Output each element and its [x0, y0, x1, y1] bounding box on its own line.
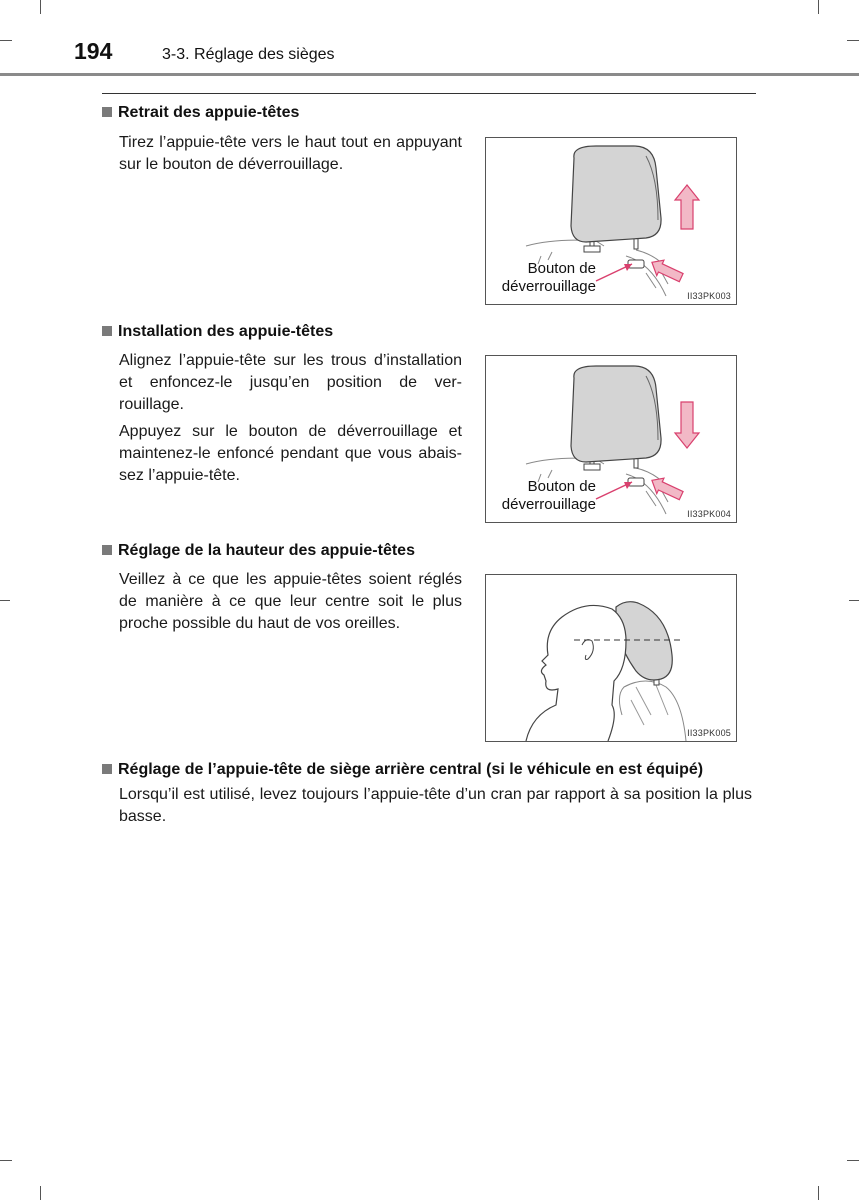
label-line: déverrouillage — [501, 496, 596, 513]
header-bar — [0, 73, 859, 76]
release-button-label — [490, 260, 596, 296]
header-divider — [102, 93, 756, 94]
crop-mark — [818, 1186, 819, 1200]
figure-code: II33PK005 — [687, 728, 731, 738]
section-heading-text: Réglage de l’appuie-tête de siège arrière central (si le véhicule en est équipé) — [118, 761, 704, 778]
paragraph: Lorsqu’il est utilisé, levez toujours l’appuie-tête d’un cran par rapport à sa position la plus basse. — [119, 786, 752, 825]
section-heading-retrait — [102, 104, 299, 122]
paragraph: Alignez l’appuie-tête sur les trous d’installation et enfoncez-le jusqu’en position de ver-rouillage. — [119, 352, 462, 413]
figure-headrest-removal — [485, 137, 737, 305]
figure-headrest-installation — [485, 355, 737, 523]
section-heading-text: Installation des appuie-têtes — [118, 323, 334, 340]
page-number: 194 — [74, 38, 113, 64]
figure-headrest-height — [485, 574, 737, 742]
crop-mark — [40, 1186, 41, 1200]
square-bullet-icon — [102, 107, 112, 117]
figure-code: II33PK003 — [687, 291, 731, 301]
paragraph: Tirez l’appuie-tête vers le haut tout en appuyant sur le bouton de déverrouillage. — [119, 134, 462, 173]
square-bullet-icon — [102, 764, 112, 774]
section-heading-text: Réglage de la hauteur des appuie-têtes — [118, 542, 415, 559]
head-and-headrest-illustration — [486, 575, 736, 741]
release-button-label — [490, 478, 596, 514]
section-heading-hauteur — [102, 542, 415, 560]
square-bullet-icon — [102, 545, 112, 555]
crop-mark — [847, 1160, 859, 1161]
label-line: Bouton de — [527, 260, 596, 277]
crop-mark — [0, 1160, 12, 1161]
figure-code: II33PK004 — [687, 509, 731, 519]
section-heading-siege-arriere — [102, 761, 703, 779]
page-header — [0, 0, 859, 80]
arrow-down-icon — [675, 402, 699, 448]
section-heading-installation — [102, 323, 333, 341]
paragraph: Veillez à ce que les appuie-têtes soient réglés de manière à ce que leur centre soit le plus proche possible du haut de vos oreilles. — [119, 571, 462, 632]
paragraph: Appuyez sur le bouton de déverrouillage et maintenez-le enfoncé pendant que vous abais-sez l’appuie-tête. — [119, 423, 462, 484]
section-heading-text: Retrait des appuie-têtes — [118, 104, 300, 121]
label-line: déverrouillage — [501, 278, 596, 295]
section-title: 3-3. Réglage des sièges — [162, 46, 335, 63]
crop-mark — [0, 600, 10, 601]
square-bullet-icon — [102, 326, 112, 336]
arrow-up-icon — [675, 185, 699, 229]
crop-mark — [849, 600, 859, 601]
label-line: Bouton de — [527, 478, 596, 495]
